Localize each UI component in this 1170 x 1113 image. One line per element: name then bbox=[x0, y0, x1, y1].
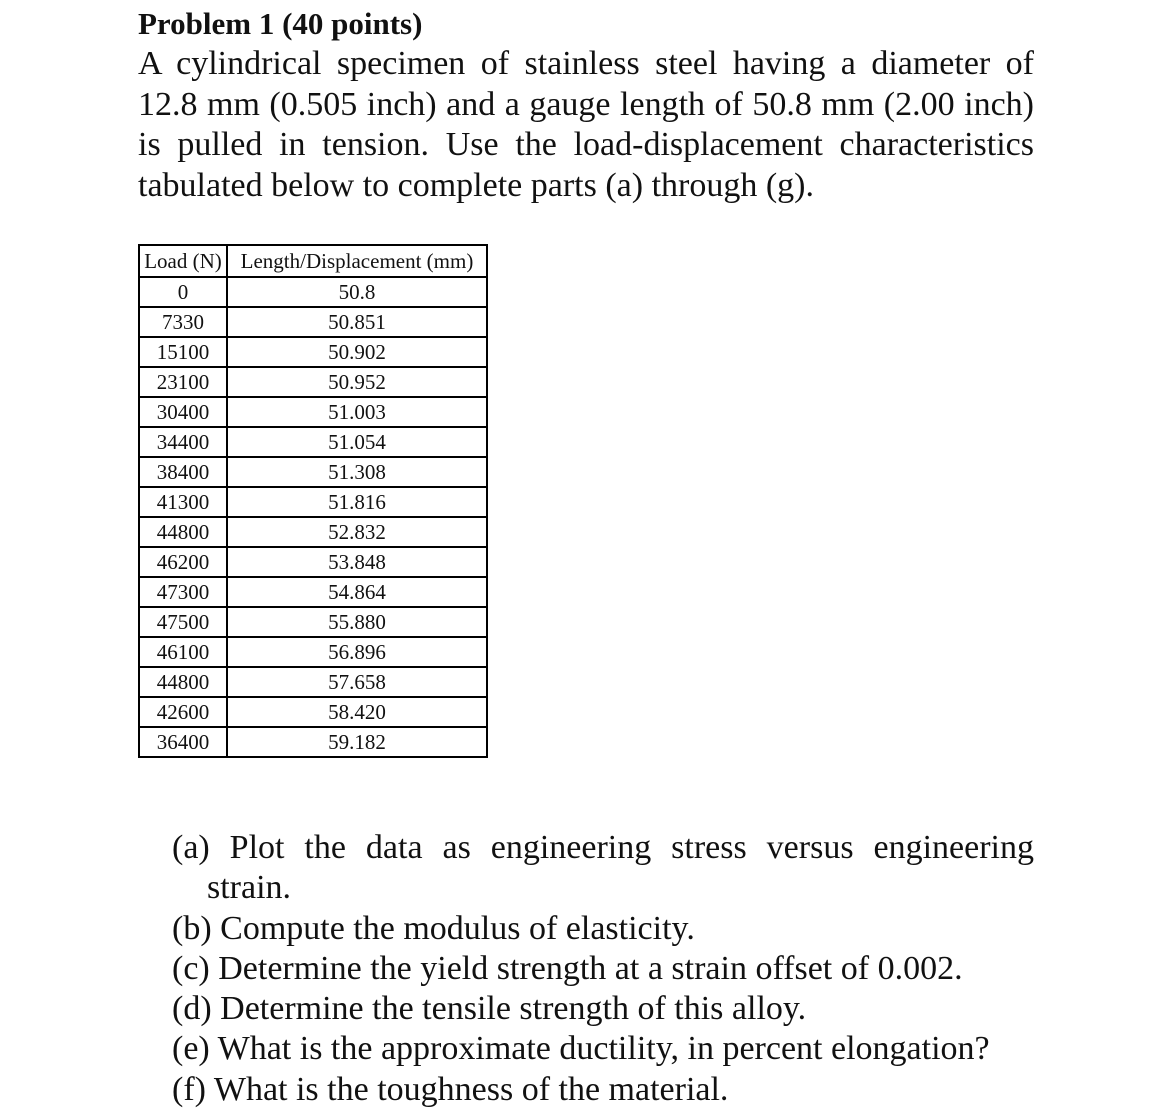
problem-statement: A cylindrical specimen of stainless steel having a diameter of 12.8 mm (0.505 inch) and a gauge length of 50.8 mm (2.00 inch) is pulled in tension. Use the load-displacement characteristics tabulated below to complete parts (a) through (g). bbox=[138, 45, 1034, 204]
table-row bbox=[139, 427, 487, 457]
table-header-row bbox=[139, 245, 487, 277]
load-cell: 7330 bbox=[139, 307, 227, 337]
length-cell: 51.003 bbox=[227, 397, 487, 427]
table-row bbox=[139, 607, 487, 637]
length-cell: 56.896 bbox=[227, 637, 487, 667]
table-row bbox=[139, 517, 487, 547]
length-cell: 51.054 bbox=[227, 427, 487, 457]
table-row bbox=[139, 487, 487, 517]
load-displacement-table bbox=[138, 244, 488, 758]
load-cell: 36400 bbox=[139, 727, 227, 757]
question-b: (b) Compute the modulus of elasticity. bbox=[172, 909, 695, 947]
length-cell: 55.880 bbox=[227, 607, 487, 637]
length-cell: 51.816 bbox=[227, 487, 487, 517]
load-cell: 15100 bbox=[139, 337, 227, 367]
load-cell: 38400 bbox=[139, 457, 227, 487]
column-header-length: Length/Displacement (mm) bbox=[227, 245, 487, 277]
load-cell: 30400 bbox=[139, 397, 227, 427]
table-row bbox=[139, 637, 487, 667]
load-cell: 46200 bbox=[139, 547, 227, 577]
table-row bbox=[139, 307, 487, 337]
table-row bbox=[139, 727, 487, 757]
length-cell: 50.902 bbox=[227, 337, 487, 367]
table-row bbox=[139, 547, 487, 577]
question-d: (d) Determine the tensile strength of this alloy. bbox=[172, 990, 807, 1028]
length-cell: 58.420 bbox=[227, 697, 487, 727]
length-cell: 59.182 bbox=[227, 727, 487, 757]
question-e: (e) What is the approximate ductility, in percent elongation? bbox=[172, 1030, 990, 1068]
load-cell: 47500 bbox=[139, 607, 227, 637]
load-cell: 44800 bbox=[139, 667, 227, 697]
table-row bbox=[139, 337, 487, 367]
load-cell: 34400 bbox=[139, 427, 227, 457]
length-cell: 51.308 bbox=[227, 457, 487, 487]
table-row bbox=[139, 697, 487, 727]
length-cell: 53.848 bbox=[227, 547, 487, 577]
table-row bbox=[139, 397, 487, 427]
load-cell: 46100 bbox=[139, 637, 227, 667]
table-row bbox=[139, 277, 487, 307]
question-f: (f) What is the toughness of the material. bbox=[172, 1070, 729, 1108]
load-cell: 44800 bbox=[139, 517, 227, 547]
load-cell: 23100 bbox=[139, 367, 227, 397]
table-row bbox=[139, 577, 487, 607]
table-row bbox=[139, 457, 487, 487]
load-cell: 41300 bbox=[139, 487, 227, 517]
length-cell: 50.851 bbox=[227, 307, 487, 337]
length-cell: 50.952 bbox=[227, 367, 487, 397]
question-c: (c) Determine the yield strength at a strain offset of 0.002. bbox=[172, 949, 963, 987]
table-row bbox=[139, 367, 487, 397]
length-cell: 52.832 bbox=[227, 517, 487, 547]
load-cell: 0 bbox=[139, 277, 227, 307]
load-cell: 47300 bbox=[139, 577, 227, 607]
question-a: (a) Plot the data as engineering stress versus engineering strain. bbox=[172, 829, 1034, 907]
problem-title: Problem 1 (40 points) bbox=[138, 6, 423, 41]
load-cell: 42600 bbox=[139, 697, 227, 727]
length-cell: 54.864 bbox=[227, 577, 487, 607]
question-list bbox=[172, 828, 1034, 1110]
table-row bbox=[139, 667, 487, 697]
length-cell: 57.658 bbox=[227, 667, 487, 697]
column-header-load: Load (N) bbox=[139, 245, 227, 277]
length-cell: 50.8 bbox=[227, 277, 487, 307]
